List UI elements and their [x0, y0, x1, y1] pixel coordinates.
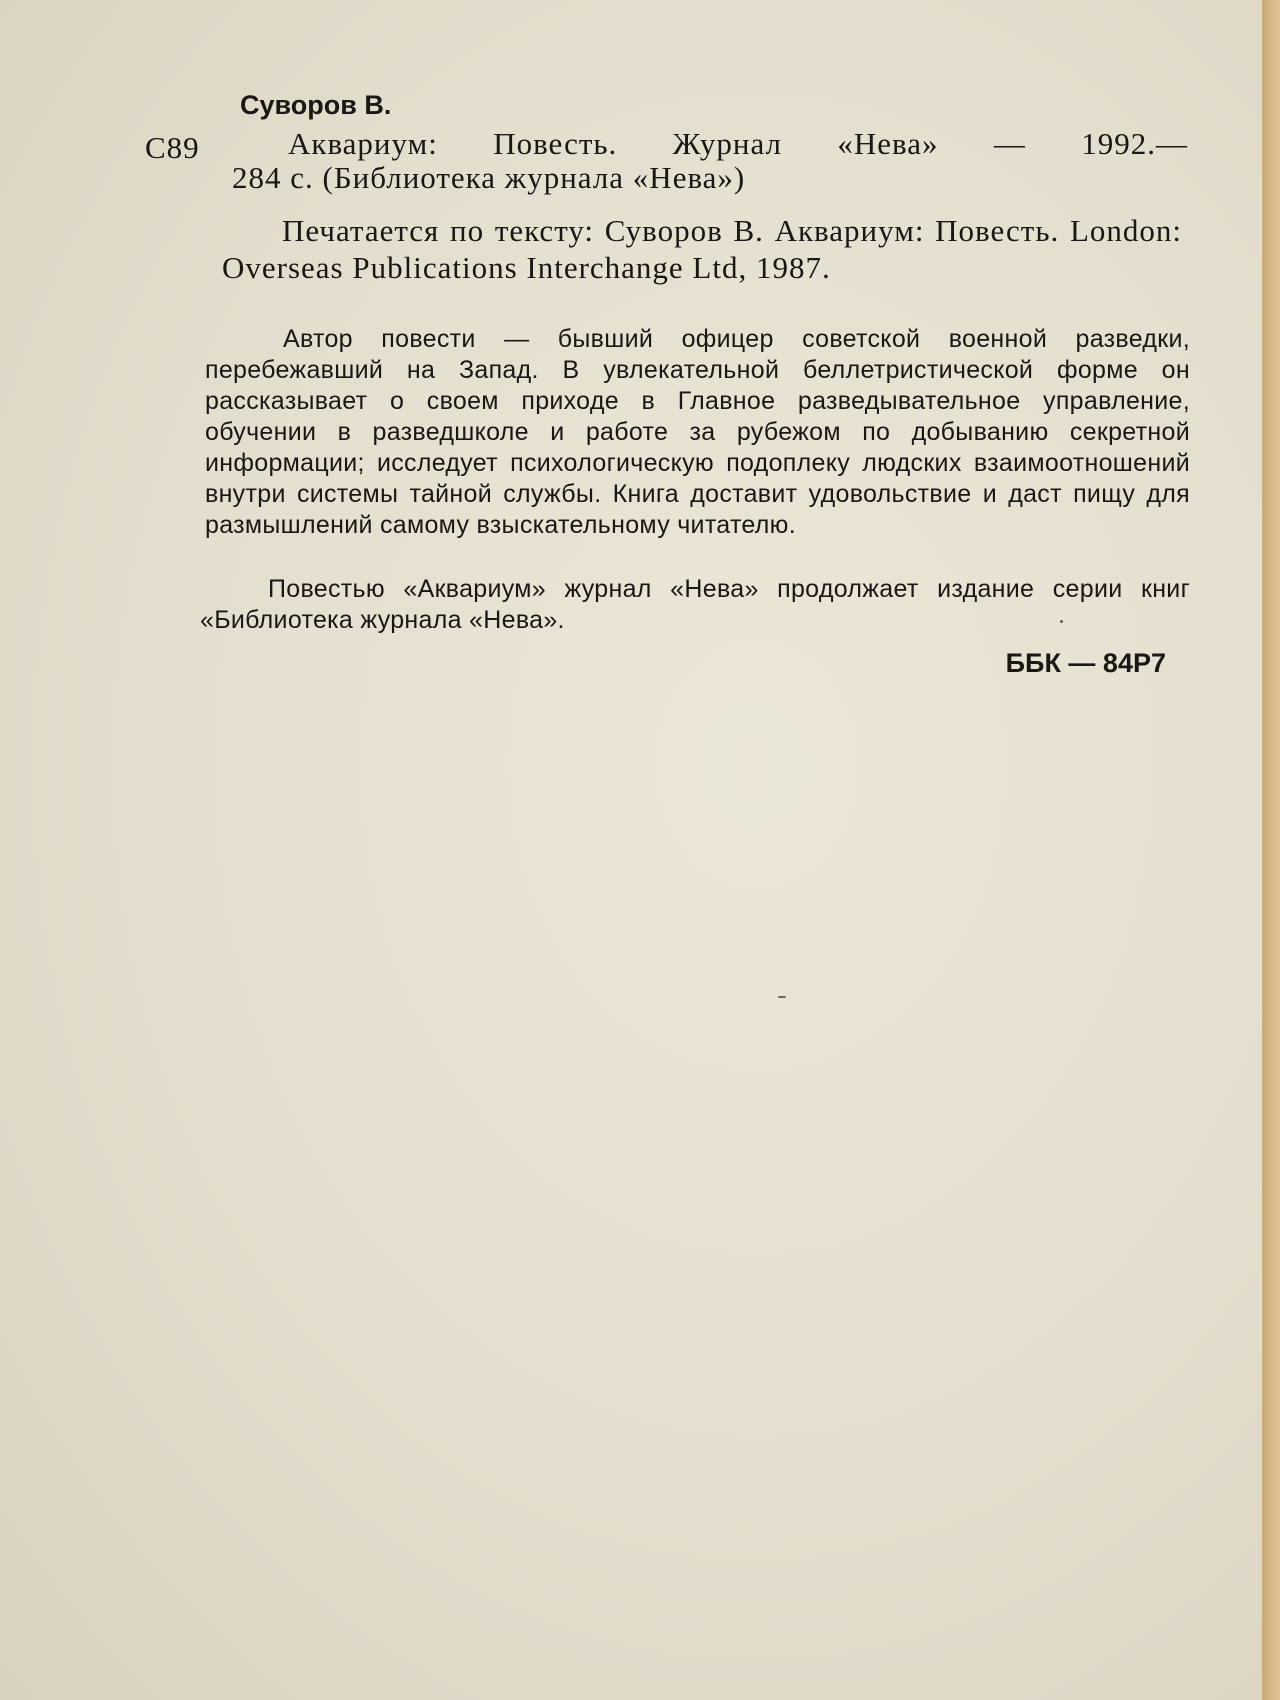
- annotation: [205, 324, 1190, 541]
- paper-speck: [778, 996, 786, 998]
- catalog-code: С89: [145, 130, 200, 165]
- series-note-text: Повестью «Аквариум» журнал «Нева» продолжает издание серии книг «Библиотека журнала «Нева».: [200, 575, 1190, 634]
- annotation-text: Автор повести — бывший офицер советской военной разведки, перебежавший на Запад. В увлекательной беллетристической форме он рассказывает о своем приходе в Главное разведывательное управление, обучении в разведшколе и работе за рубежом по добыванию секретной информации; исследует психологическую подоплеку людских взаимоотношений внутри системы тайной службы. Книга доставит удовольствие и даст пищу для размышлений самому взыскательному читателю.: [205, 325, 1190, 539]
- record-title-line: Аквариум: Повесть. Журнал «Нева» — 1992.—: [288, 126, 1188, 161]
- paper-speck: [1060, 620, 1063, 623]
- page-edge: [1262, 0, 1280, 1700]
- source-note-text: Печатается по тексту: Суворов В. Аквариум: Повесть. London: Overseas Publications Interchange Ltd, 1987.: [222, 213, 1182, 285]
- record-author: Суворов В.: [240, 90, 392, 120]
- record-title-continuation: 284 с. (Библиотека журнала «Нева»): [232, 160, 746, 195]
- series-note: [200, 574, 1190, 636]
- bbk-index: ББК — 84Р7: [1005, 648, 1166, 678]
- source-note: [222, 212, 1182, 286]
